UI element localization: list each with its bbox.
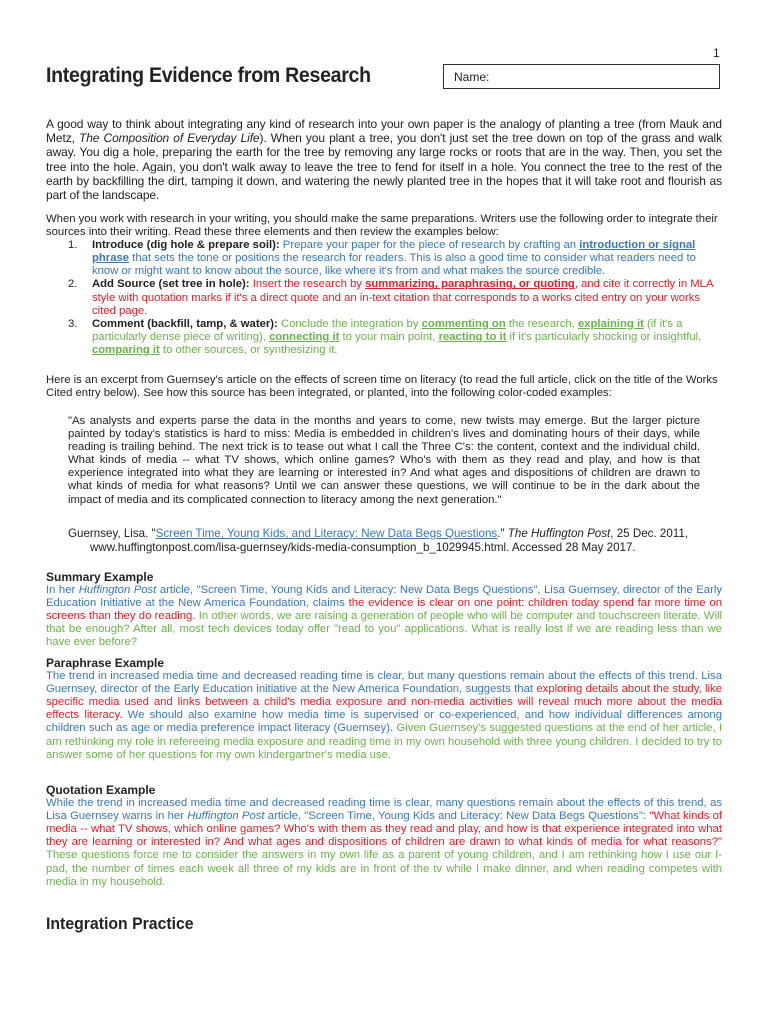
keyword-commenting: commenting on bbox=[421, 317, 506, 330]
step-comment: 3. Comment (backfill, tamp, & water): Conclude the integration by commenting on the research, explaining it (if it's a particularly dense piece of writing), connecting it to your main point, reacting to it if it's particularly shocking or insightful, comparing it to other sources, or synthesizing it. bbox=[68, 317, 702, 356]
step-add-source: 2. Add Source (set tree in hole): Insert the research by summarizing, paraphrasing, or quoting, and cite it correctly in MLA style with quotation marks if it's a direct quote and an in-text citation that corresponds to a works cited entry on your works cited page. bbox=[68, 278, 713, 317]
excerpt-intro: Here is an excerpt from Guernsey's article on the effects of screen time on literacy (to read the full article, click on the title of the Works Cited entry below). See how this source has been integrated, or planted, into the following color-coded examples: bbox=[46, 374, 718, 400]
paraphrase-heading: Paraphrase Example bbox=[46, 656, 165, 670]
summary-body: In her Huffington Post article, "Screen Time, Young Kids and Literacy: New Data Begs Questions", Lisa Guernsey, director of the Early Education Initiative at the New America Foundation, claims the evidence is clear on one point: children today spend far more time on screens than they do reading. In other words, we are raising a generation of people who will be computer and touchscreen literate. Will that be enough? After all, most tech devices today offer "read to you" applications. What is really lost if we are reading less than we have ever before? bbox=[46, 584, 722, 649]
page-title: Integrating Evidence from Research bbox=[46, 64, 371, 87]
quotation-example bbox=[46, 784, 722, 889]
keyword-signal-phrase: introduction or signal phrase bbox=[92, 239, 696, 265]
summary-heading: Summary Example bbox=[46, 570, 154, 584]
name-field[interactable] bbox=[443, 64, 720, 89]
works-cited-entry: Guernsey, Lisa. "Screen Time, Young Kids, and Literacy: New Data Begs Questions." The Huffington Post, 25 Dec. 2011, www.huffingtonpost.com/lisa-guernsey/kids-media-consumption_b_1029945.html. Accessed 28 May 2017. bbox=[68, 527, 689, 555]
step-introduce: 1. Introduce (dig hole & prepare soil): Prepare your paper for the piece of research by crafting an introduction or signal phrase that sets the tone or positions the research for readers. This is also a good time to consider what readers need to know or might want to know about the source, like where it's from and what makes the source credible. bbox=[68, 239, 696, 278]
summary-example bbox=[46, 571, 722, 650]
block-quote: "As analysts and experts parse the data in the months and years to come, new twists may emerge. But the larger picture painted by today's statistics is hard to miss: Media is embedded in children's lives and dominating hours of their days, while reading is trailing behind. The next trick is to tease out what I call the Three C's: the content, context and the individual child. What kinds of media -- what TV shows, which online games? Who's with them as they read and play, and how is that experience integrated into what they are learning or interested in? And what ages and dispositions of children are drawn to what kinds of media for what reasons? Until we can answer these questions, we will continue to be in the dark about the impact of media and its complicated connection to literacy among the next generation." bbox=[68, 415, 700, 506]
steps-intro: When you work with research in your writing, you should make the same preparations. Writers use the following order to integrate their sources into their writing. Read these three elements and then review the examples below: bbox=[46, 213, 718, 239]
steps-list bbox=[46, 239, 722, 357]
keyword-comparing: comparing it bbox=[92, 343, 160, 356]
keyword-reacting: reacting to it bbox=[438, 330, 507, 343]
book-title: The Composition of Everyday Life bbox=[78, 131, 260, 146]
keyword-connecting: connecting it bbox=[269, 330, 340, 343]
quotation-body: While the trend in increased media time and decreased reading time is clear, many questions remain about the effects of this trend, as Lisa Guernsey warns in her Huffington Post article, "Screen Time, Young Kids and Literacy: New Data Begs Questions": "What kinds of media -- what TV shows, which online games? Who's with them as they read and play, and how is that experience integrated into what they are learning or interested in? And what ages and dispositions of children are drawn to what kinds of media for what reasons?" These questions force me to consider the answers in my own life as a parent of young children, and I am rethinking how I use our I-pad, the number of times each week all three of my kids are in front of the tv while I make dinner, and when reading competes with media in my household. bbox=[46, 797, 723, 888]
paraphrase-example bbox=[46, 657, 722, 762]
steps-section bbox=[46, 213, 722, 357]
practice-heading: Integration Practice bbox=[46, 914, 194, 933]
keyword-explaining: explaining it bbox=[577, 317, 644, 330]
quotation-heading: Quotation Example bbox=[46, 783, 156, 797]
article-link[interactable]: Screen Time, Young Kids, and Literacy: New Data Begs Questions bbox=[155, 527, 498, 540]
page-number: 1 bbox=[713, 46, 720, 60]
name-label: Name: bbox=[454, 70, 490, 84]
paraphrase-body: The trend in increased media time and decreased reading time is clear, but many questions remain about the effects of this trend. Lisa Guernsey, director of the Early Education initiative at the New America Foundation, suggests that exploring details about the study, like specific media used and links between a child's media exposure and non-media activities will reveal much more about the media effects literacy. We should also examine how media time is supervised or co-experienced, and how individual differences among children such as age or media preference impact literacy (Guernsey). Given Guernsey's suggested questions at the end of her article, I am rethinking my role in refereeing media exposure and reading time in my own household with three young children. I decided to try to answer some of her questions for my own kindergartner's media use. bbox=[46, 670, 723, 761]
intro-paragraph: A good way to think about integrating any kind of research into your own paper is the analogy of planting a tree (from Mauk and Metz, The Composition of Everyday Life). When you plant a tree, you don't just set the tree down on top of the grass and walk away. You dig a hole, preparing the earth for the tree by removing any large rocks or roots that are in the way. Then, you set the tree into the hole. Again, you don't walk away to leave the tree to fend for itself in a hole. You connect the tree to the rest of the earth by backfilling the dirt, tamping it down, and watering the newly planted tree in the hopes that it will take root and flourish as part of the landscape. bbox=[46, 117, 722, 203]
keyword-summarizing: summarizing, paraphrasing, or quoting bbox=[365, 278, 575, 291]
